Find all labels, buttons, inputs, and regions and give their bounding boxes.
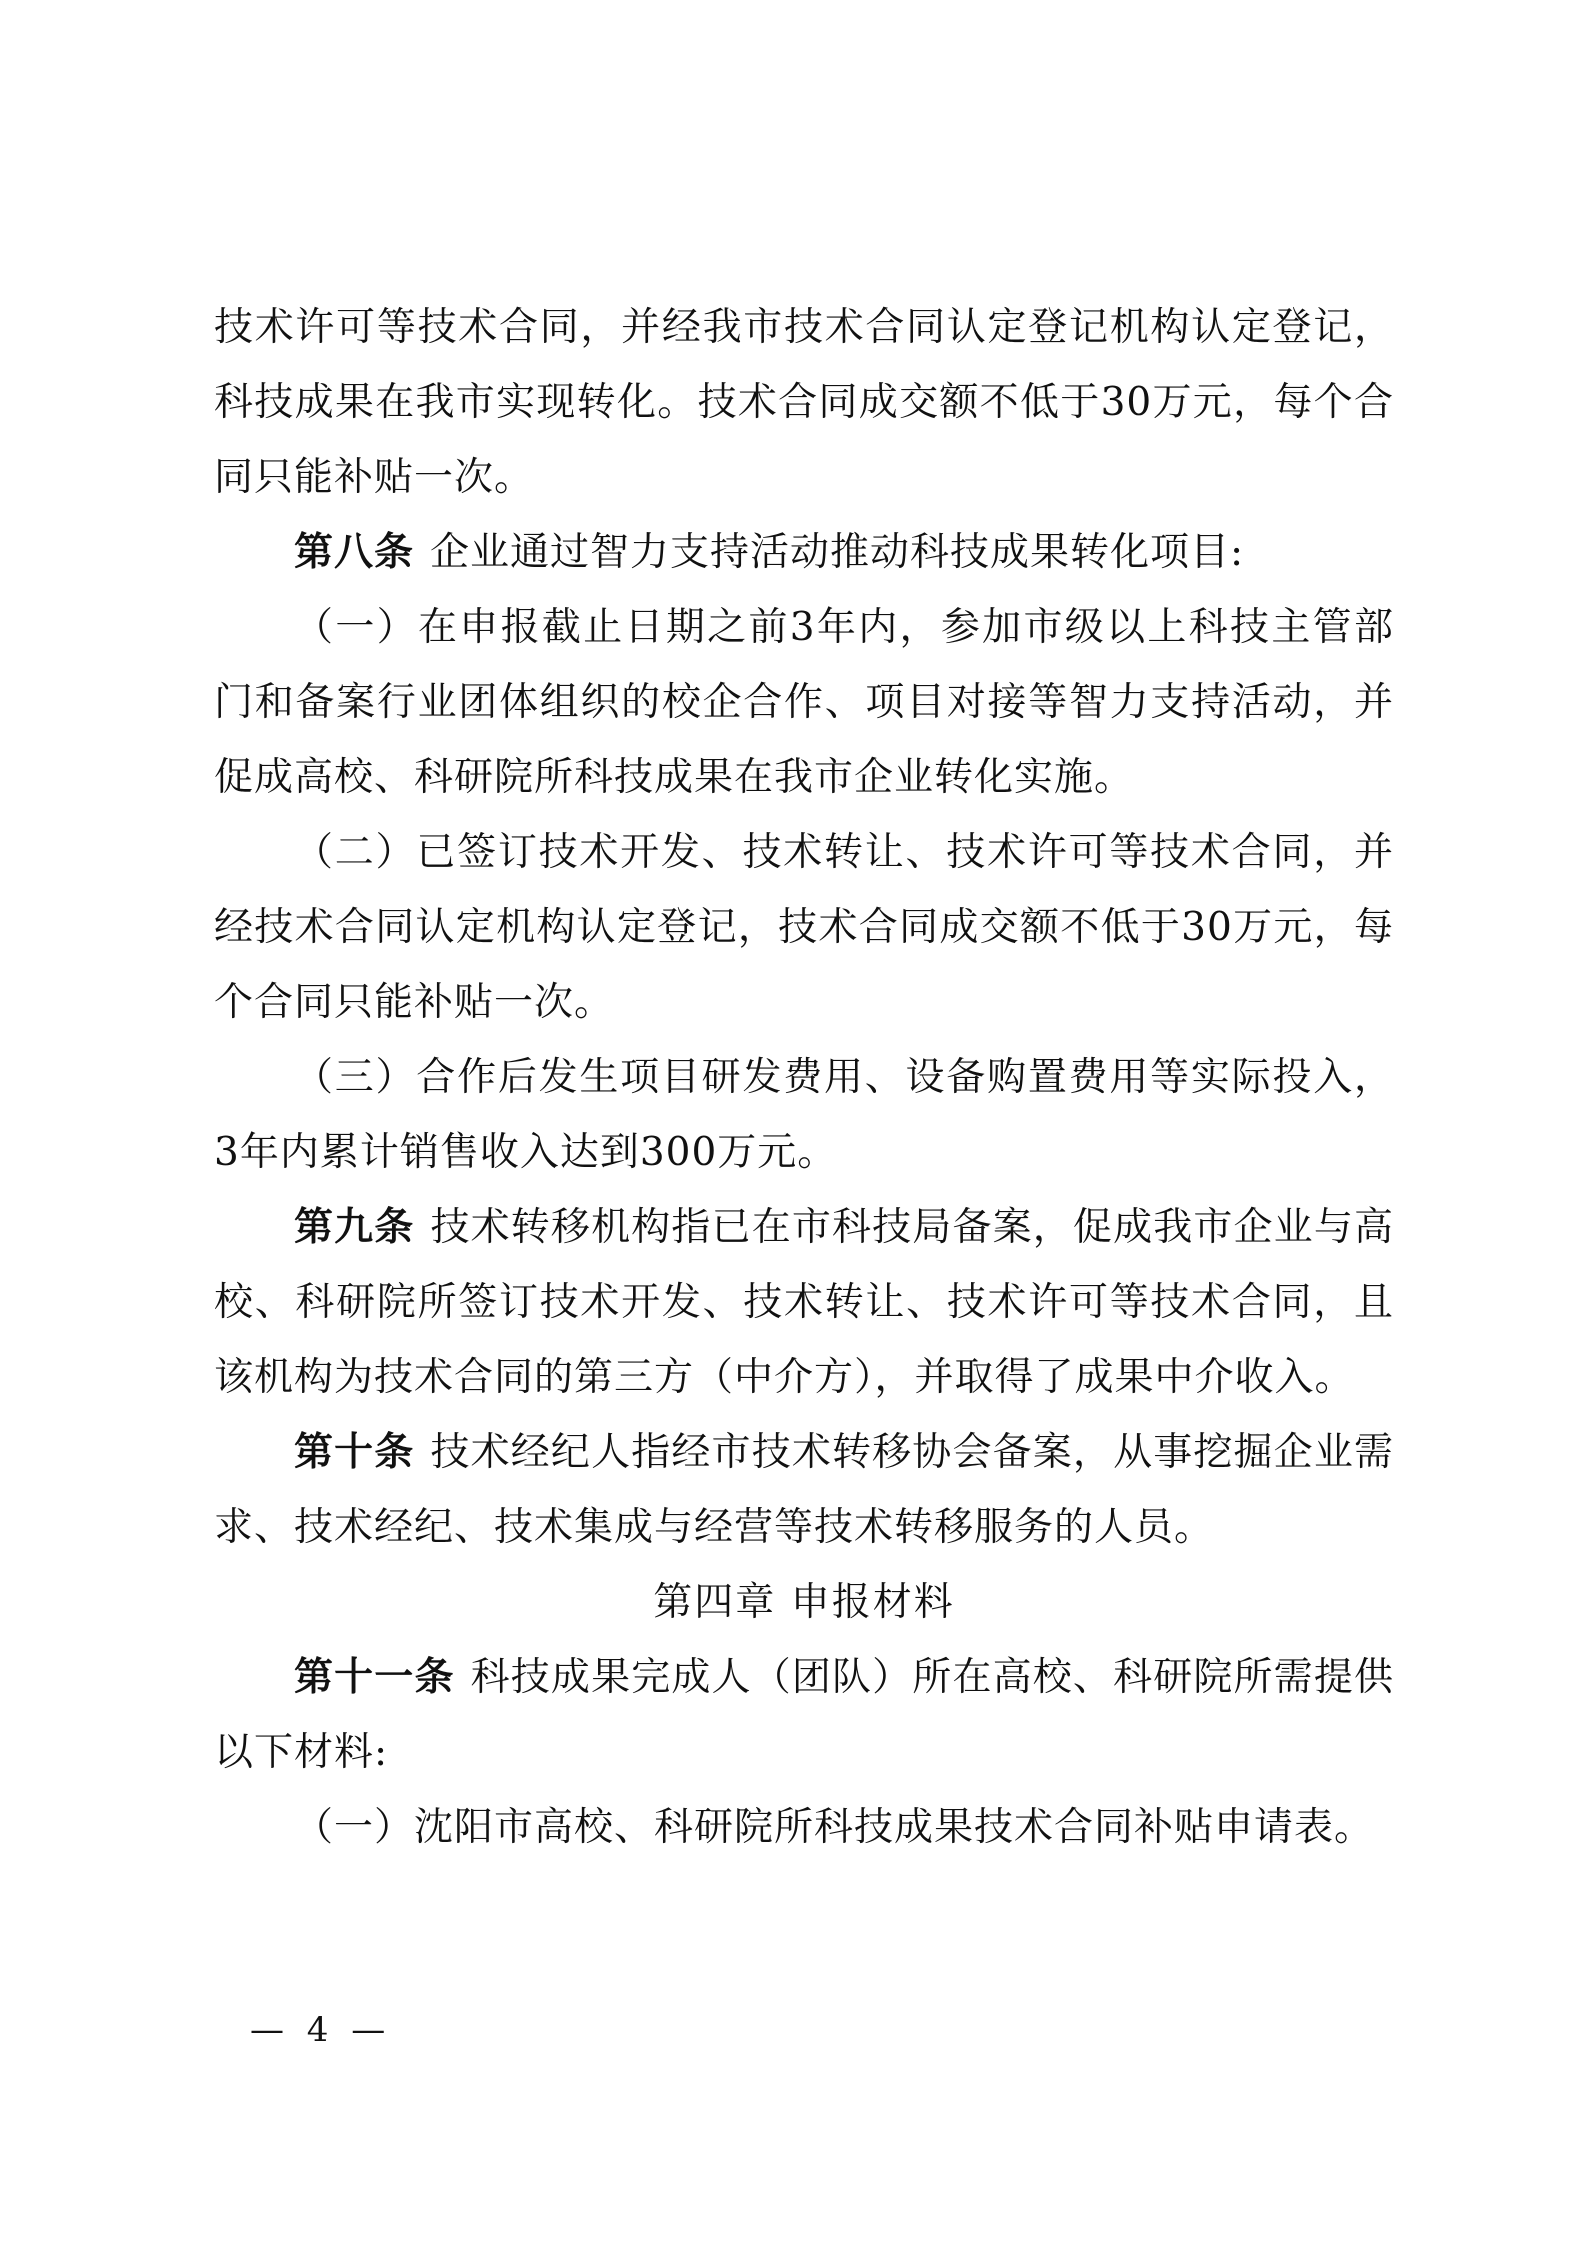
- article-11-label: 第十一条: [294, 1655, 455, 1700]
- article-9: [214, 1190, 1394, 1415]
- article-10: [214, 1415, 1394, 1565]
- article-8-item-2: （二）已签订技术开发、技术转让、技术许可等技术合同，并经技术合同认定机构认定登记，技术合同成交额不低于30万元，每个合同只能补贴一次。: [214, 830, 1394, 1025]
- article-8-label: 第八条: [294, 530, 415, 575]
- article-10-label: 第十条: [294, 1430, 415, 1475]
- document-body: [214, 290, 1394, 1865]
- article-8-text: 企业通过智力支持活动推动科技成果转化项目:: [430, 530, 1245, 575]
- article-11-item-1: （一）沈阳市高校、科研院所科技成果技术合同补贴申请表。: [294, 1805, 1375, 1850]
- article-8-item-1: （一）在申报截止日期之前3年内，参加市级以上科技主管部门和备案行业团体组织的校企合作、项目对接等智力支持活动，并促成高校、科研院所科技成果在我市企业转化实施。: [214, 605, 1394, 800]
- article-11-text: 科技成果完成人（团队）所在高校、科研院所需提供以下材料:: [214, 1655, 1394, 1775]
- article-9-text: 技术转移机构指已在市科技局备案，促成我市企业与高校、科研院所签订技术开发、技术转让、技术许可等技术合同，且该机构为技术合同的第三方（中介方），并取得了成果中介收入。: [214, 1205, 1394, 1400]
- page-number: — 4 —: [250, 2010, 392, 2050]
- article-9-label: 第九条: [294, 1205, 415, 1250]
- article-11: [214, 1640, 1394, 1790]
- paragraph-continued: 技术许可等技术合同，并经我市技术合同认定登记机构认定登记，科技成果在我市实现转化。技术合同成交额不低于30万元，每个合同只能补贴一次。: [214, 305, 1394, 500]
- article-8: [214, 515, 1394, 590]
- article-8-item-3: （三）合作后发生项目研发费用、设备购置费用等实际投入，3年内累计销售收入达到300万元。: [214, 1055, 1394, 1175]
- article-10-text: 技术经纪人指经市技术转移协会备案，从事挖掘企业需求、技术经纪、技术集成与经营等技术转移服务的人员。: [214, 1430, 1394, 1550]
- chapter-4-title: 第四章 申报材料: [653, 1580, 955, 1625]
